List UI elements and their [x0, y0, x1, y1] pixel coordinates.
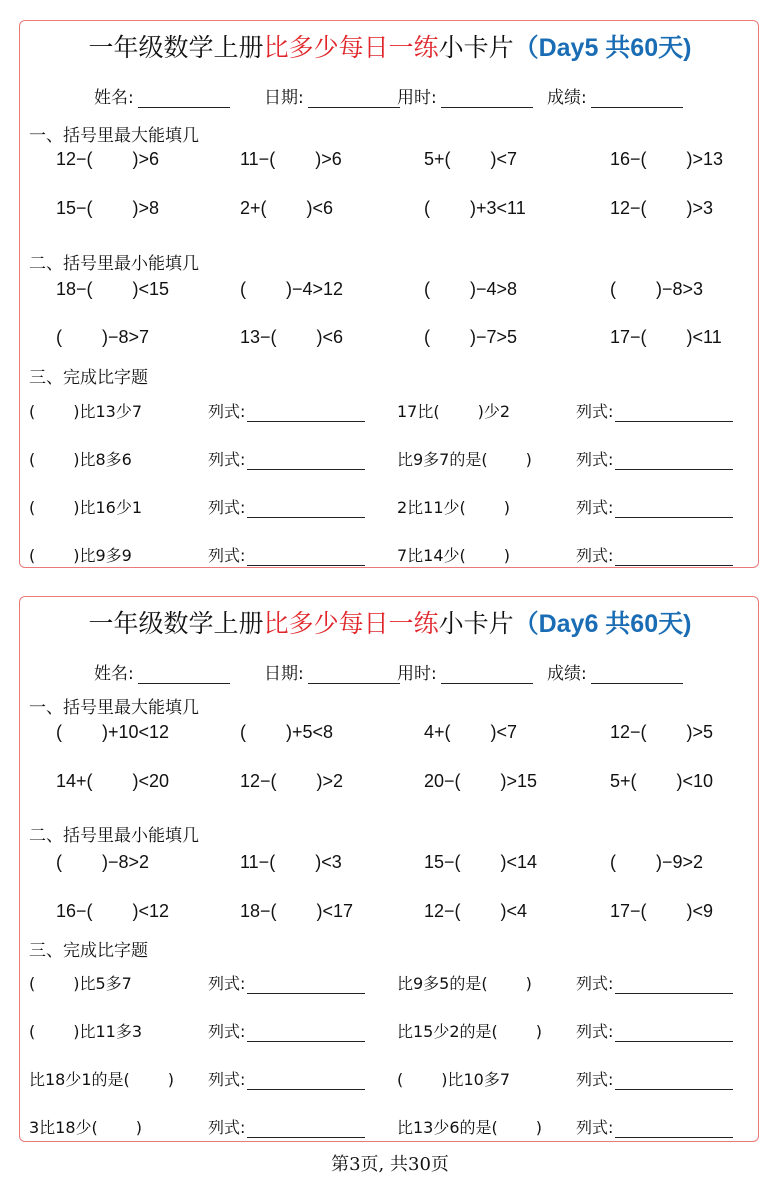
equation-label: 列式: [576, 546, 614, 565]
question-left: ( [240, 279, 246, 299]
inequality-question [610, 901, 713, 922]
word-question [397, 1019, 542, 1042]
equation-field [576, 971, 733, 994]
question-left: ( [397, 1070, 404, 1089]
question-left: ( [424, 198, 430, 218]
equation-field [208, 495, 365, 518]
inequality-question [56, 722, 169, 743]
word-question [397, 495, 510, 518]
info-name-blank[interactable] [138, 88, 230, 108]
title-suffix: 小卡片 [438, 609, 514, 638]
inequality-question [240, 149, 342, 170]
equation-blank[interactable] [615, 1120, 733, 1138]
equation-label: 列式: [576, 450, 614, 469]
question-left: ( [29, 546, 36, 565]
inequality-question [240, 771, 343, 792]
equation-blank[interactable] [615, 452, 733, 470]
question-right: ) [503, 546, 511, 565]
info-date [264, 659, 400, 684]
equation-blank[interactable] [247, 1024, 365, 1042]
equation-label: 列式: [208, 974, 246, 993]
page-footer: 第3页, 共30页 [331, 1154, 449, 1175]
question-right: )<7 [490, 722, 518, 742]
info-score-blank[interactable] [591, 88, 683, 108]
question-right: )<20 [132, 771, 170, 791]
question-right: )比16少1 [73, 498, 143, 517]
inequality-question [424, 149, 517, 170]
equation-field [208, 543, 365, 566]
question-left: 比18少1的是( [29, 1070, 130, 1089]
exercise-card [19, 20, 759, 568]
word-question [397, 971, 532, 994]
inequality-question [610, 852, 703, 873]
question-left: 17比( [397, 402, 440, 421]
info-score-blank[interactable] [591, 664, 683, 684]
inequality-question [424, 198, 526, 219]
question-right: ) [535, 1118, 543, 1137]
info-name-blank[interactable] [138, 664, 230, 684]
question-left: 18−( [56, 279, 93, 299]
question-right: )<4 [500, 901, 528, 921]
question-right: )−8>2 [102, 852, 150, 872]
question-right: )+10<12 [102, 722, 170, 742]
inequality-question [424, 771, 537, 792]
info-time-blank[interactable] [441, 88, 533, 108]
equation-field [576, 1115, 733, 1138]
equation-label: 列式: [576, 1118, 614, 1137]
question-left: 11−( [240, 852, 276, 872]
equation-field [208, 1067, 365, 1090]
inequality-question [424, 279, 517, 300]
question-right: )<12 [132, 901, 170, 921]
inequality-question [56, 327, 149, 348]
inequality-question [610, 279, 703, 300]
title-prefix: 一年级数学上册 [88, 33, 264, 62]
question-right: )>2 [316, 771, 344, 791]
question-left: 15−( [56, 198, 93, 218]
info-time-label: 用时: [397, 88, 437, 108]
question-left: ( [424, 279, 430, 299]
info-time [397, 659, 533, 684]
word-question [397, 447, 532, 470]
question-right: ) [167, 1070, 175, 1089]
info-score [547, 83, 683, 108]
info-score-label: 成绩: [547, 88, 587, 108]
equation-label: 列式: [576, 1070, 614, 1089]
question-left: ( [610, 279, 616, 299]
question-right: )比13少7 [73, 402, 143, 421]
card-title [20, 29, 760, 67]
equation-blank[interactable] [615, 1024, 733, 1042]
question-left: ( [29, 1022, 36, 1041]
question-right: )>13 [686, 149, 724, 169]
word-question [29, 1115, 142, 1138]
equation-field [576, 447, 733, 470]
equation-field [208, 971, 365, 994]
question-left: 比15少2的是( [397, 1022, 498, 1041]
question-right: ) [525, 974, 532, 993]
equation-field [208, 447, 365, 470]
word-question [29, 971, 132, 994]
question-left: 14+( [56, 771, 93, 791]
question-left: ( [424, 327, 430, 347]
question-right: )比8多6 [73, 450, 132, 469]
question-left: 17−( [610, 901, 647, 921]
question-right: ) [525, 450, 532, 469]
info-date-blank[interactable] [308, 88, 400, 108]
word-question [397, 543, 510, 566]
question-left: 20−( [424, 771, 461, 791]
question-left: 5+( [610, 771, 637, 791]
question-left: 11−( [240, 149, 276, 169]
inequality-question [424, 901, 527, 922]
equation-field [576, 1019, 733, 1042]
inequality-question [240, 198, 333, 219]
question-right: )−4>8 [470, 279, 518, 299]
equation-blank[interactable] [615, 976, 733, 994]
title-highlight: 比多少每日一练 [263, 609, 439, 638]
equation-label: 列式: [576, 498, 614, 517]
word-question [397, 1067, 510, 1090]
question-right: )比5多7 [73, 974, 132, 993]
question-left: ( [29, 498, 36, 517]
equation-blank[interactable] [247, 548, 365, 566]
question-right: )<6 [306, 198, 334, 218]
question-right: )>5 [686, 722, 714, 742]
question-left: 3比18少( [29, 1118, 98, 1137]
question-right: )<10 [676, 771, 714, 791]
question-right: )>15 [500, 771, 538, 791]
equation-blank[interactable] [247, 1072, 365, 1090]
title-highlight: 比多少每日一练 [263, 33, 439, 62]
question-right: ) [535, 1022, 543, 1041]
inequality-question [56, 852, 149, 873]
equation-blank[interactable] [615, 500, 733, 518]
inequality-question [610, 149, 723, 170]
info-date [264, 83, 400, 108]
inequality-question [56, 279, 169, 300]
inequality-question [240, 279, 343, 300]
question-left: 5+( [424, 149, 451, 169]
equation-blank[interactable] [615, 404, 733, 422]
question-right: )>3 [686, 198, 714, 218]
word-question [29, 399, 142, 422]
question-left: 2+( [240, 198, 267, 218]
word-question [397, 399, 510, 422]
inequality-question [610, 722, 713, 743]
question-right: )少2 [477, 402, 511, 421]
question-right: )−7>5 [470, 327, 518, 347]
section-heading: 一、括号里最大能填几 [29, 698, 199, 718]
question-right: )<9 [686, 901, 714, 921]
equation-blank[interactable] [615, 1072, 733, 1090]
info-name-label: 姓名: [94, 88, 134, 108]
equation-field [208, 1019, 365, 1042]
equation-field [576, 543, 733, 566]
inequality-question [56, 901, 169, 922]
question-left: 比9多5的是( [397, 974, 488, 993]
word-question [29, 447, 132, 470]
equation-field [576, 1067, 733, 1090]
question-left: 7比14少( [397, 546, 466, 565]
question-left: 12−( [240, 771, 277, 791]
info-row [20, 83, 760, 109]
question-left: ( [29, 974, 36, 993]
inequality-question [424, 327, 517, 348]
question-left: 18−( [240, 901, 277, 921]
inequality-question [56, 771, 169, 792]
title-prefix: 一年级数学上册 [88, 609, 264, 638]
question-right: )+3<11 [470, 198, 526, 218]
equation-blank[interactable] [247, 404, 365, 422]
equation-label: 列式: [208, 1070, 246, 1089]
question-right: )>8 [132, 198, 160, 218]
equation-label: 列式: [576, 402, 614, 421]
inequality-question [424, 852, 537, 873]
question-right: )−9>2 [656, 852, 704, 872]
inequality-question [56, 149, 159, 170]
question-right: )>6 [132, 149, 160, 169]
question-left: 12−( [424, 901, 461, 921]
question-left: 13−( [240, 327, 277, 347]
equation-label: 列式: [208, 546, 246, 565]
info-date-label: 日期: [264, 664, 304, 684]
question-right: )<14 [500, 852, 538, 872]
section-heading: 二、括号里最小能填几 [29, 826, 199, 846]
title-day: （Day5 共60天) [513, 34, 692, 62]
equation-label: 列式: [576, 974, 614, 993]
word-question [397, 1115, 542, 1138]
equation-label: 列式: [208, 1118, 246, 1137]
inequality-question [610, 198, 713, 219]
section-heading: 三、完成比字题 [29, 368, 148, 388]
equation-field [208, 1115, 365, 1138]
inequality-question [240, 327, 343, 348]
question-right: )−8>7 [102, 327, 150, 347]
exercise-card [19, 596, 759, 1142]
word-question [29, 495, 142, 518]
question-right: )<7 [490, 149, 518, 169]
title-suffix: 小卡片 [438, 33, 514, 62]
question-left: 比9多7的是( [397, 450, 488, 469]
question-right: )<17 [316, 901, 354, 921]
equation-label: 列式: [576, 1022, 614, 1041]
question-left: 12−( [610, 198, 647, 218]
info-date-label: 日期: [264, 88, 304, 108]
inequality-question [240, 852, 342, 873]
section-heading: 三、完成比字题 [29, 941, 148, 961]
info-name [94, 83, 230, 108]
question-left: ( [56, 722, 62, 742]
equation-field [208, 399, 365, 422]
info-name [94, 659, 230, 684]
question-left: ( [56, 852, 62, 872]
equation-label: 列式: [208, 1022, 246, 1041]
question-right: )比10多7 [441, 1070, 511, 1089]
section-heading: 一、括号里最大能填几 [29, 126, 199, 146]
equation-blank[interactable] [247, 1120, 365, 1138]
question-left: ( [29, 402, 36, 421]
question-right: )−4>12 [286, 279, 344, 299]
section-heading: 二、括号里最小能填几 [29, 254, 199, 274]
word-question [29, 1019, 142, 1042]
card-title [20, 605, 760, 643]
inequality-question [610, 771, 713, 792]
info-time [397, 83, 533, 108]
question-left: ( [240, 722, 246, 742]
question-right: )<11 [686, 327, 722, 347]
inequality-question [240, 722, 333, 743]
question-left: 比13少6的是( [397, 1118, 498, 1137]
question-right: )比11多3 [73, 1022, 143, 1041]
question-left: ( [29, 450, 36, 469]
equation-blank[interactable] [247, 500, 365, 518]
inequality-question [56, 198, 159, 219]
question-right: )−8>3 [656, 279, 704, 299]
info-score-label: 成绩: [547, 664, 587, 684]
equation-label: 列式: [208, 498, 246, 517]
info-time-label: 用时: [397, 664, 437, 684]
question-left: 15−( [424, 852, 461, 872]
question-left: 16−( [610, 149, 647, 169]
word-question [29, 543, 132, 566]
inequality-question [240, 901, 353, 922]
question-right: ) [503, 498, 511, 517]
equation-blank[interactable] [615, 548, 733, 566]
question-left: 12−( [610, 722, 647, 742]
inequality-question [424, 722, 517, 743]
question-left: 17−( [610, 327, 647, 347]
question-right: )<3 [315, 852, 342, 872]
inequality-question [610, 327, 722, 348]
question-right: )>6 [315, 149, 342, 169]
question-right: )+5<8 [286, 722, 334, 742]
info-time-blank[interactable] [441, 664, 533, 684]
question-left: 12−( [56, 149, 93, 169]
info-name-label: 姓名: [94, 664, 134, 684]
word-question [29, 1067, 174, 1090]
info-row [20, 659, 760, 685]
title-day: （Day6 共60天) [513, 610, 692, 638]
info-score [547, 659, 683, 684]
equation-blank[interactable] [247, 976, 365, 994]
question-right: )<15 [132, 279, 170, 299]
question-left: ( [56, 327, 62, 347]
question-left: 16−( [56, 901, 93, 921]
question-left: ( [610, 852, 616, 872]
equation-blank[interactable] [247, 452, 365, 470]
question-right: )比9多9 [73, 546, 132, 565]
equation-field [576, 399, 733, 422]
info-date-blank[interactable] [308, 664, 400, 684]
question-right: ) [135, 1118, 143, 1137]
equation-label: 列式: [208, 402, 246, 421]
equation-field [576, 495, 733, 518]
equation-label: 列式: [208, 450, 246, 469]
question-left: 2比11少( [397, 498, 466, 517]
question-left: 4+( [424, 722, 451, 742]
question-right: )<6 [316, 327, 344, 347]
